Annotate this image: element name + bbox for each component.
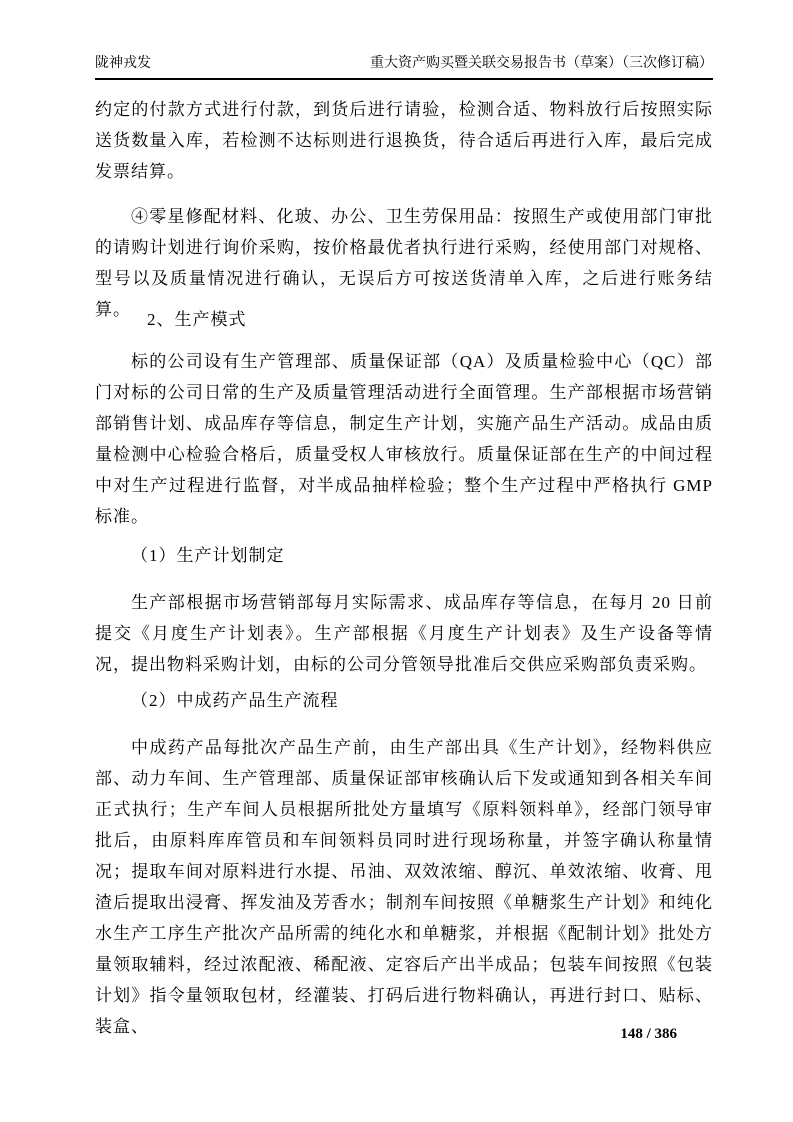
heading-production-plan: （1）生产计划制定 bbox=[131, 546, 285, 565]
header-report-title: 重大资产购买暨关联交易报告书（草案）（三次修订稿） bbox=[370, 56, 713, 71]
heading-tcm-production-flow: （2）中成药产品生产流程 bbox=[131, 691, 339, 710]
paragraph-production-overview: 标的公司设有生产管理部、质量保证部（QA）及质量检验中心（QC）部门对标的公司日常的生产及质量管理活动进行全面管理。生产部根据市场营销部销售计划、成品库存等信息，制定生产计划，实施产品生产活动。成品由质量检测中心检验合格后，质量受权人审核放行。质量保证部在生产的中间过程中对生产过程进行监督，对半成品抽样检验；整个生产过程中严格执行 GMP 标准。 bbox=[95, 352, 713, 526]
paragraph-misc-supplies-item4: ④零星修配材料、化玻、办公、卫生劳保用品：按照生产或使用部门审批的请购计划进行询价采购，按价格最优者执行进行采购，经使用部门对规格、型号以及质量情况进行确认，无误后方可按送货清单入库，之后进行账务结算。 bbox=[95, 207, 713, 319]
paragraph-payment-continuation: 约定的付款方式进行付款，到货后进行请验，检测合适、物料放行后按照实际送货数量入库，若检测不达标则进行退换货，待合适后再进行入库，最后完成发票结算。 bbox=[95, 100, 713, 181]
paragraph-production-plan: 生产部根据市场营销部每月实际需求、成品库存等信息，在每月 20 日前提交《月度生产计划表》。生产部根据《月度生产计划表》及生产设备等情况，提出物料采购计划，由标的公司分管领导批准后交供应采购部负责采购。 bbox=[95, 593, 713, 674]
page-header bbox=[95, 54, 713, 80]
page-number: 148 / 386 bbox=[620, 1026, 677, 1042]
heading-production-mode: 2、生产模式 bbox=[147, 310, 247, 329]
header-company-name: 陇神戎发 bbox=[95, 56, 151, 71]
paragraph-tcm-production-flow: 中成药产品每批次产品生产前，由生产部出具《生产计划》，经物料供应部、动力车间、生产管理部、质量保证部审核确认后下发或通知到各相关车间正式执行；生产车间人员根据所批处方量填写《原料领料单》，经部门领导审批后，由原料库库管员和车间领料员同时进行现场称量，并签字确认称量情况；提取车间对原料进行水提、吊油、双效浓缩、醇沉、单效浓缩、收膏、甩渣后提取出浸膏、挥发油及芳香水；制剂车间按照《单糖浆生产计划》和纯化水生产工序生产批次产品所需的纯化水和单糖浆，并根据《配制计划》批处方量领取辅料，经过浓配液、稀配液、定容后产出半成品；包装车间按照《包装计划》指令量领取包材，经灌装、打码后进行物料确认，再进行封口、贴标、装盒、 bbox=[95, 738, 713, 1036]
